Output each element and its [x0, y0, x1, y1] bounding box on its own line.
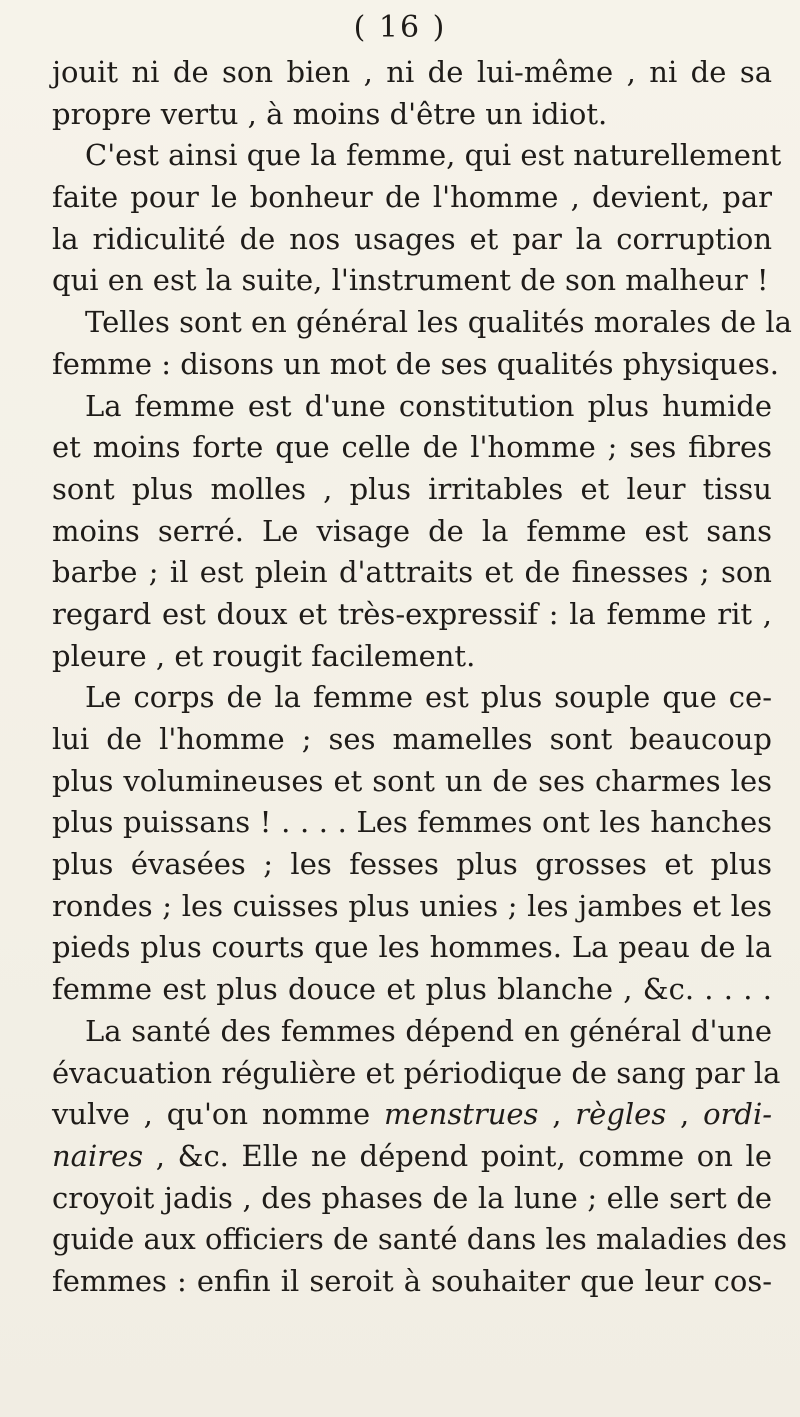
text-line: propre vertu , à moins d'être un idiot.	[52, 96, 608, 131]
text-line	[52, 1136, 772, 1178]
text-line: femme : disons un mot de ses qualités physiques.	[52, 346, 779, 381]
text-line: plus évasées ; les fesses plus grosses et plus	[52, 847, 772, 882]
text-line: C'est ainsi que la femme, qui est naturellement	[85, 138, 782, 173]
text-line: la ridiculité de nos usages et par la corruption	[52, 221, 772, 256]
text-line: faite pour le bonheur de l'homme , devient, par	[52, 180, 772, 215]
italic-term: ordi-	[703, 1097, 773, 1132]
text-segment: ,	[538, 1097, 576, 1132]
text-line: plus volumineuses et sont un de ses charmes les	[52, 763, 772, 798]
text-line: moins serré. Le visage de la femme est sans	[52, 513, 772, 548]
italic-term: règles	[575, 1097, 667, 1132]
text-line: rondes ; les cuisses plus unies ; les jambes et les	[52, 888, 772, 923]
page-number: ( 16 )	[353, 10, 447, 45]
text-line: Le corps de la femme est plus souple que ce-	[85, 680, 772, 715]
text-line: regard est doux et très-expressif : la femme rit ,	[52, 596, 772, 631]
text-line: pleure , et rougit facilement.	[52, 638, 476, 673]
text-line: croyoit jadis , des phases de la lune ; elle sert de	[52, 1180, 772, 1215]
text-segment: , &c. Elle ne dépend point, comme on le	[143, 1138, 772, 1173]
text-line: lui de l'homme ; ses mamelles sont beaucoup	[52, 722, 772, 756]
text-segment: ,	[666, 1097, 704, 1132]
text-line: Telles sont en général les qualités morales de la	[85, 305, 792, 340]
text-line	[52, 1094, 772, 1136]
text-line: pieds plus courts que les hommes. La peau de la	[52, 930, 772, 965]
text-line: barbe ; il est plein d'attraits et de finesses ; son	[52, 555, 772, 590]
text-line: femme est plus douce et plus blanche , &c. . . . .	[52, 972, 772, 1007]
text-line: femmes : enfin il seroit à souhaiter que leur cos-	[52, 1263, 772, 1298]
text-line: évacuation régulière et périodique de sang par la	[52, 1055, 781, 1090]
text-line: La santé des femmes dépend en général d'une	[85, 1013, 772, 1048]
italic-term: menstrues	[383, 1097, 539, 1132]
text-line: sont plus molles , plus irritables et leur tissu	[52, 471, 772, 506]
text-line: guide aux officiers de santé dans les maladies des	[52, 1222, 788, 1257]
text-segment: vulve , qu'on nomme	[52, 1097, 384, 1132]
text-line: plus puissans ! . . . . Les femmes ont les hanches	[52, 805, 772, 840]
text-line: jouit ni de son bien , ni de lui-même , ni de sa	[52, 55, 772, 89]
italic-term: naires	[52, 1138, 144, 1173]
text-line: qui en est la suite, l'instrument de son malheur !	[52, 263, 769, 298]
text-line: et moins forte que celle de l'homme ; ses fibres	[52, 430, 772, 465]
body-text	[52, 52, 792, 1303]
text-line: La femme est d'une constitution plus humide	[85, 388, 772, 423]
